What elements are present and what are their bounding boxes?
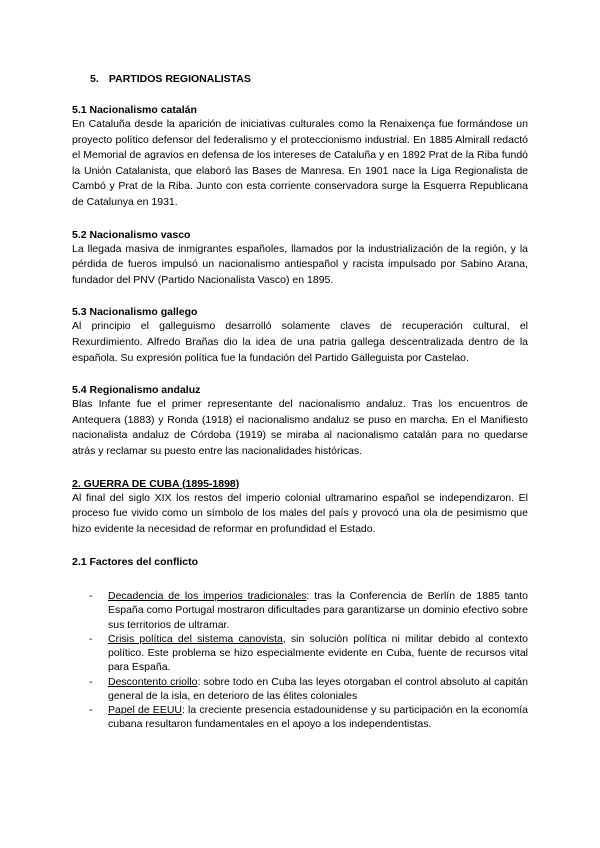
factor-term: Crisis política del sistema canovista <box>108 632 283 645</box>
section-heading: 5.2 Nacionalismo vasco <box>72 228 191 241</box>
factors-heading: 2.1 Factores del conflicto <box>72 556 199 569</box>
main-title <box>90 72 528 86</box>
factor-term: Papel de EEUU <box>108 703 182 716</box>
section-body: En Cataluña desde la aparición de iniciativas culturales como la Renaixença fue formándose un proyecto político defensor del federalismo y el proteccionismo industrial. En 1885 Almirall redactó el Memorial de agravios en defensa de los intereses de Cataluña y en 1892 Prat de la Riba fundó la Unión Catalanista, que elaboró las Bases de Manresa. En 1901 nace la Liga Regionalista de Cambó y Prat de la Riba. Junto con esta corriente conservadora surge la Esquerra Republicana de Catalunya en 1931. <box>72 118 528 208</box>
bullet-dash: - <box>89 703 93 716</box>
section-body: Al principio el galleguismo desarrolló solamente claves de recuperación cultural, el Rexurdimiento. Alfredo Brañas dio la idea de una patria gallega descentralizada dentro de la española. Su expresión política fue la fundación del Partido Galleguista por Castelao. <box>72 320 528 364</box>
list-item <box>72 675 528 703</box>
bullet-dash: - <box>89 590 93 603</box>
factor-term: Decadencia de los imperios tradicionales <box>108 590 307 603</box>
list-item <box>72 632 528 675</box>
section-body: Blas Infante fue el primer representante del nacionalismo andaluz. Tras los encuentros de Antequera (1883) y Ronda (1918) el nacionalismo andaluz se puso en marcha. En el Manifiesto nacionalista andaluz de Córdoba (1919) se miraba al nacionalismo catalán para no quedarse atrás y reclamar su puesto entre las nacionalidades históricas. <box>72 398 528 457</box>
section-galician <box>72 305 528 366</box>
section-catalan <box>72 103 528 211</box>
factor-text: : sobre todo en Cuba las leyes otorgaban el control absoluto al capitán general de la isla, en deterioro de las élites coloniales <box>108 675 528 702</box>
bullet-dash: - <box>89 675 93 688</box>
factor-text: : tras la Conferencia de Berlín de 1885 tanto España como Portugal mostraron dificultades para garantizarse un dominio efectivo sobre sus territorios de ultramar. <box>108 590 528 631</box>
list-item <box>72 589 528 632</box>
section-basque <box>72 228 528 289</box>
cuba-heading: 2. GUERRA DE CUBA (1895-1898) <box>72 477 240 490</box>
list-item <box>72 703 528 731</box>
section-heading: 5.4 Regionalismo andaluz <box>72 384 201 397</box>
cuba-intro: Al final del siglo XIX los restos del imperio colonial ultramarino español se independizaron. El proceso fue vivido como un símbolo de los males del país y provocó una ola de pesimismo que hizo evidente la necesidad de reformar en profundidad el Estado. <box>72 491 528 535</box>
factor-text: , sin solución política ni militar debido al contexto político. Este problema se hizo especialmente evidente en Cuba, fuente de recursos vital para España. <box>108 632 528 674</box>
bullet-dash: - <box>89 632 93 645</box>
section-heading: 5.1 Nacionalismo catalán <box>72 104 197 116</box>
factor-text: : la creciente presencia estadounidense y su participación en la economía cubana resultaron fundamentales en el apoyo a los independentistas. <box>108 703 528 731</box>
section-andalusian <box>72 383 528 459</box>
main-title-number: 5. <box>90 73 99 85</box>
section-heading: 5.3 Nacionalismo gallego <box>72 306 198 319</box>
main-title-text: PARTIDOS REGIONALISTAS <box>108 73 251 85</box>
section-body: La llegada masiva de inmigrantes españoles, llamados por la industrialización de la región, y la pérdida de fueros impulsó un nacionalismo antiespañol y racista impulsado por Sabino Arana, fundador del PNV (Partido Nacionalista Vasco) en 1895. <box>72 242 528 286</box>
factor-term: Descontento criollo <box>108 675 198 688</box>
factors-list <box>72 589 528 731</box>
